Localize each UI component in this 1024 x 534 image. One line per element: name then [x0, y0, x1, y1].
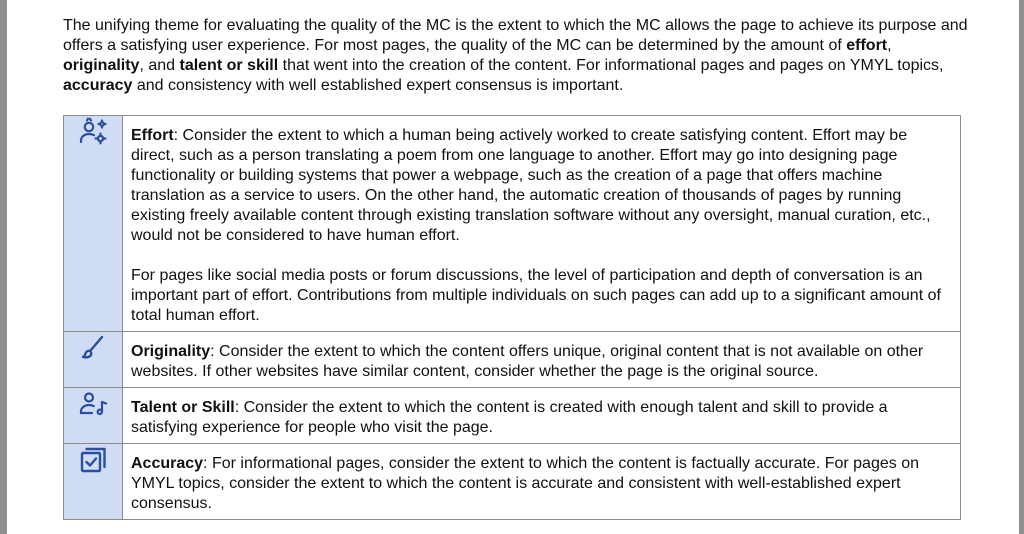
intro-paragraph: The unifying theme for evaluating the quality of the MC is the extent to which the MC allows the page to achieve its purpose and offers a satisfying user experience. For most pages, the quality of the MC can be determined by the amount of effort, originality, and talent or skill that went into the creation of the content. For informational pages and pages on YMYL topics, accuracy and consistency with well established expert consensus is important. — [63, 17, 968, 94]
originality-icon-cell — [64, 332, 123, 388]
accuracy-icon-cell — [64, 444, 123, 520]
criteria-table — [63, 115, 961, 520]
criterion-text: : For informational pages, consider the extent to which the content is factually accurate. For pages on YMYL topics, consider the extent to which the content is accurate and consistent with well-established expert consensus. — [131, 455, 919, 512]
criterion-term: Talent or Skill — [131, 399, 235, 416]
criteria-row-originality — [64, 332, 961, 388]
person-music-icon — [78, 388, 108, 418]
criteria-row-talent-or-skill — [64, 388, 961, 444]
effort-description — [123, 116, 961, 332]
criterion-term: Accuracy — [131, 455, 204, 472]
criterion-text: : Consider the extent to which a human being actively worked to create satisfying content. Effort may be direct, such as a person translating a poem from one language to another. Effort may go into designing page functionality or building systems that power a webpage, such as the creation of a page that offers machine translation as a service to users. On the other hand, the automatic creation of thousands of pages by running existing freely available content through existing translation software without any oversight, manual curation, etc., would not be considered to have human effort. — [131, 127, 931, 244]
criterion-term: Effort — [131, 127, 174, 144]
criterion-text: : Consider the extent to which the content offers unique, original content that is not available on other websites. If other websites have similar content, consider whether the page is the original source. — [131, 343, 924, 380]
criteria-row-effort — [64, 116, 961, 332]
talent-icon-cell — [64, 388, 123, 444]
criterion-text-extra: For pages like social media posts or forum discussions, the level of participation and depth of conversation is an important part of effort. Contributions from multiple individuals on such pages can add up to a significant amount of total human effort. — [131, 267, 941, 324]
originality-description — [123, 332, 961, 388]
criterion-term: Originality — [131, 343, 211, 360]
criterion-text: : Consider the extent to which the content is created with enough talent and skill to provide a satisfying experience for people who visit the page. — [131, 399, 888, 436]
term-talent-or-skill: talent or skill — [179, 57, 279, 74]
person-gears-icon — [78, 116, 108, 146]
page-frame-left — [0, 0, 7, 534]
talent-description — [123, 388, 961, 444]
page-frame-right — [1019, 0, 1024, 534]
term-accuracy: accuracy — [63, 77, 133, 94]
brush-icon — [78, 332, 108, 362]
term-effort: effort — [846, 37, 888, 54]
criteria-row-accuracy — [64, 444, 961, 520]
accuracy-description — [123, 444, 961, 520]
effort-icon-cell — [64, 116, 123, 332]
term-originality: originality — [63, 57, 140, 74]
checkbox-icon — [78, 444, 108, 474]
